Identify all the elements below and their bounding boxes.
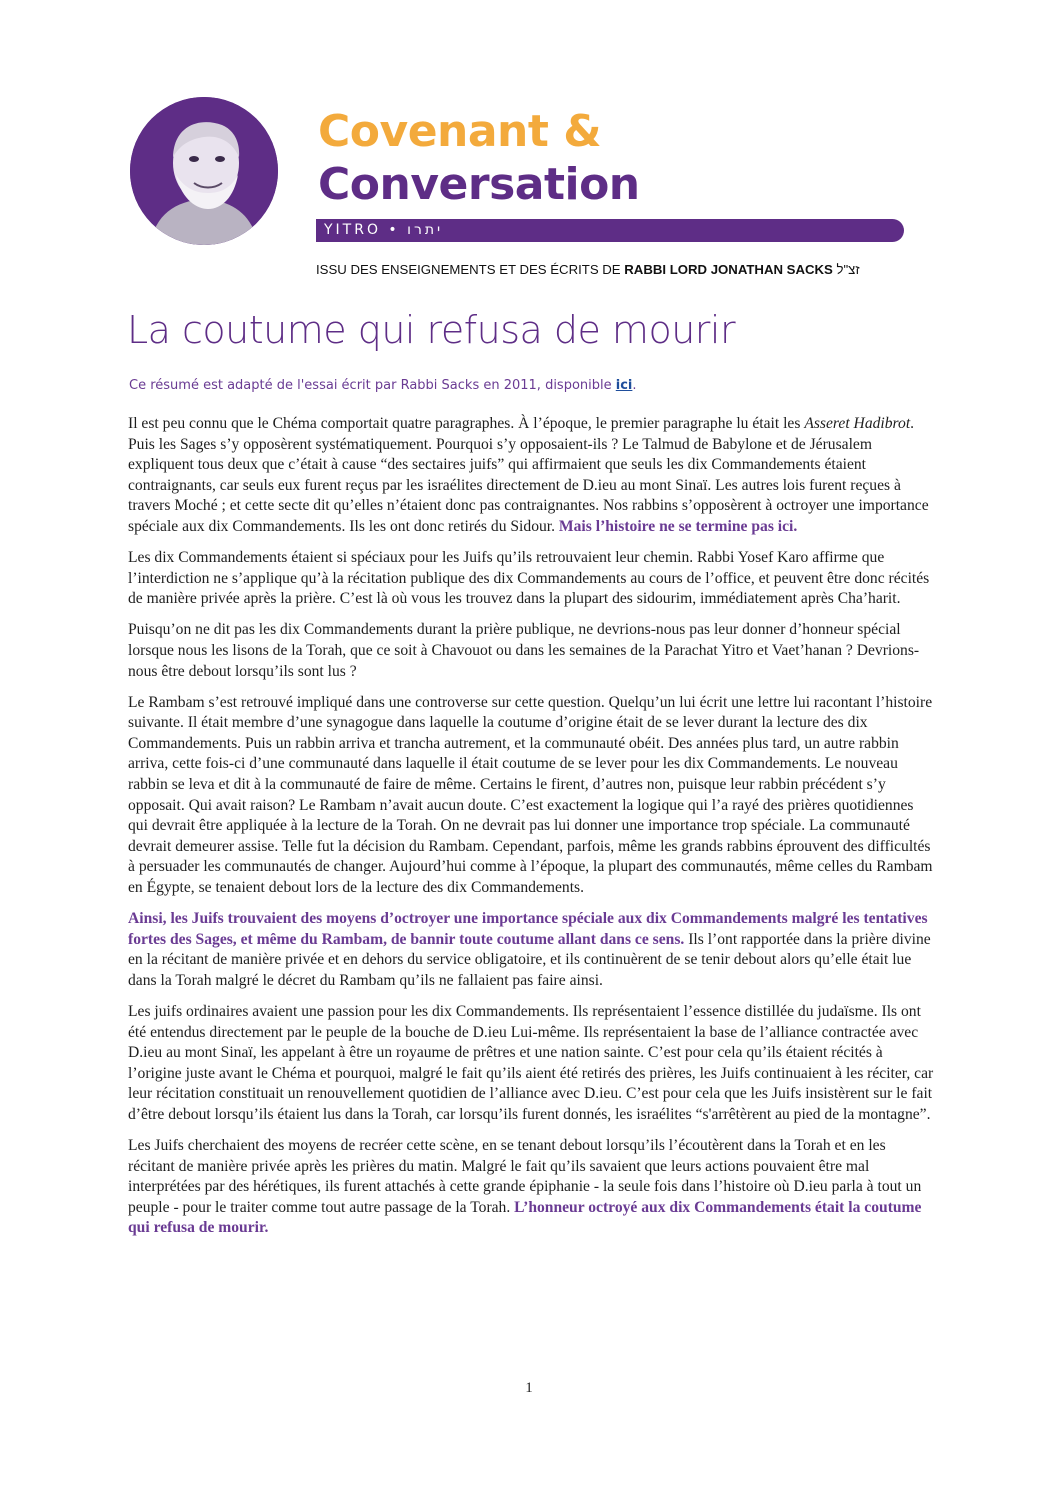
byline-honorific: זצ"ל xyxy=(832,262,860,277)
subtitle-text: Ce résumé est adapté de l'essai écrit par Rabbi Sacks en 2011, disponible xyxy=(129,378,616,393)
paragraph-3: Puisqu’on ne dit pas les dix Commandements durant la prière publique, ne devrions-nous pas leur donner d’honneur spécial lorsque nous les lisons de la Torah, que ce soit à Chavouot ou dans les semaines de la Parachat Yitro et Vaet’hanan ? Devrions-nous être debout lorsqu’ils sont lus ? xyxy=(128,621,920,680)
paragraph-1-text-a: Il est peu connu que le Chéma comportait quatre paragraphes. À l’époque, le premier paragraphe lu était les xyxy=(128,415,805,432)
parasha-banner: YITRO • יתרו xyxy=(316,219,904,242)
paragraph-6: Les juifs ordinaires avaient une passion pour les dix Commandements. Ils représentaient l’essence distillée du judaïsme. Ils ont été entendus directement par le peuple de la bouche de D.ieu Lui-même. Ils représentaient la base de l’alliance contractée avec D.ieu au mont Sinaï, les appelant à être un royaume de prêtres et une nation sainte. C’est pour cela qu’ils étaient récités à l’origine juste avant le Chéma et pourquoi, malgré le fait qu’ils aient été retirés des prières, les Juifs continuaient à les réciter, car leur récitation constituait un renouvellement quotidien de l’alliance avec D.ieu. C’est pour cela que les Juifs insistèrent sur le fait d’être debout lorsqu’ils étaient lus dans la Torah, car lorsqu’ils furent donnés, les israélites “s'arrêtèrent au pied de la montagne”. xyxy=(128,1002,934,1123)
paragraph-7 xyxy=(128,1136,934,1239)
portrait-logo xyxy=(130,97,278,245)
paragraph-1-text-b: . Puis les Sages s’y opposèrent systématiquement. Pourquoi s’y opposaient-ils ? Le Talmud de Babylone et de Jérusalem expliquent tous deux que c’était à cause “des sectaires juifs” qui affirmaient que seuls les dix Commandements étaient contraignants, car seuls eux furent reçus par les israélites directement de D.ieu au mont Sinaï. Les autres lois furent reçues à travers Moché ; et cette secte dit qu’elles n’étaient donc pas contraignantes. Nos rabbins s’opposèrent à octroyer une importance spéciale aux dix Commandements. Ils les ont donc retirés du Sidour. xyxy=(128,415,929,535)
article-title: La coutume qui refusa de mourir xyxy=(127,308,736,352)
paragraph-4: Le Rambam s’est retrouvé impliqué dans une controverse sur cette question. Quelqu’un lui écrit une lettre lui racontant l’histoire suivante. Il était membre d’une synagogue dans laquelle la coutume d’origine était de se lever durant la lecture des dix Commandements. Puis un rabbin arriva et trancha autrement, et la communauté obéit. Des années plus tard, un autre rabbin arriva, cette fois-ci d’une communauté dans laquelle il était coutume de se lever pour les dix Commandements. Le nouveau rabbin se leva et dit à la communauté de faire de même. Certains le firent, d’autres non, puisque leur rabbin précédent s’y opposait. Qui avait raison? Le Rambam n’avait aucun doute. C’est exactement la logique qui l’a rayé des prières quotidiennes qui devrait être appliquée à la lecture de la Torah. On ne devrait pas lui donner une importance trop spéciale. La communauté devrait demeurer assise. Telle fut la décision du Rambam. Cependant, parfois, même les grands rabbins éprouvent des difficultés à persuader les communautés de changer. Aujourd’hui comme à l’époque, la plupart des communautés, même celles du Rambam en Égypte, se tenaient debout lors de la lecture des dix Commandements. xyxy=(128,693,933,896)
page-number: 1 xyxy=(525,1380,533,1396)
paragraph-7-text: Les Juifs cherchaient des moyens de recréer cette scène, en se tenant debout lorsqu’ils l’écoutèrent dans la Torah et en les récitant de manière privée après les prières du matin. Malgré le fait qu’ils savaient que leurs actions pouvaient être mal interprétées par des hérétiques, ils furent attachés à cette grande épiphanie - la seule fois dans l’histoire où D.ieu parla à tout un peuple - pour le traiter comme tout autre passage de la Torah. xyxy=(128,1137,922,1216)
source-link[interactable]: ici xyxy=(615,378,633,393)
paragraph-1-highlight: Mais l’histoire ne se termine pas ici. xyxy=(558,517,798,535)
paragraph-1 xyxy=(128,414,934,538)
paragraph-7-highlight: L’honneur octroyé aux dix Commandements était la coutume qui refusa de mourir. xyxy=(128,1198,922,1237)
paragraph-5-text: Ils l’ont rapportée dans la prière divine en la récitant de manière privée et en dehors du service obligatoire, et ils continuèrent de se tenir debout alors qu’elle était lue dans la Torah malgré le décret du Rambam qu’ils ne fallaient pas faire ainsi. xyxy=(128,930,931,989)
paragraph-2: Les dix Commandements étaient si spéciaux pour les Juifs qu’ils retrouvaient leur chemin. Rabbi Yosef Karo affirme que l’interdiction ne s’applique qu’à la récitation publique des dix Commandements au cours de l’office, et peuvent être donc récités de manière privée après la prière. C’est là où vous les trouvez dans la plupart des sidourim, immédiatement après Cha’harit. xyxy=(128,549,930,608)
portrait-illustration xyxy=(130,97,278,245)
byline-author: RABBI LORD JONATHAN SACKS xyxy=(624,262,833,277)
byline xyxy=(316,262,906,277)
article-body xyxy=(128,414,934,1249)
brand-line-2: Conversation xyxy=(318,159,640,210)
paragraph-5-highlight: Ainsi, les Juifs trouvaient des moyens d’octroyer une importance spéciale aux dix Commandements malgré les tentatives fortes des Sages, et même du Rambam, de bannir toute coutume allant dans ce sens. xyxy=(128,910,928,948)
brand-wordmark xyxy=(318,106,640,210)
byline-prefix: ISSU DES ENSEIGNEMENTS ET DES ÉCRITS DE xyxy=(316,262,625,277)
subtitle-end: . xyxy=(632,378,637,393)
paragraph-1-italic: Asseret Hadibrot xyxy=(804,415,911,432)
brand-line-1: Covenant & xyxy=(318,106,602,157)
article-subtitle xyxy=(129,378,637,393)
paragraph-5 xyxy=(128,909,934,991)
